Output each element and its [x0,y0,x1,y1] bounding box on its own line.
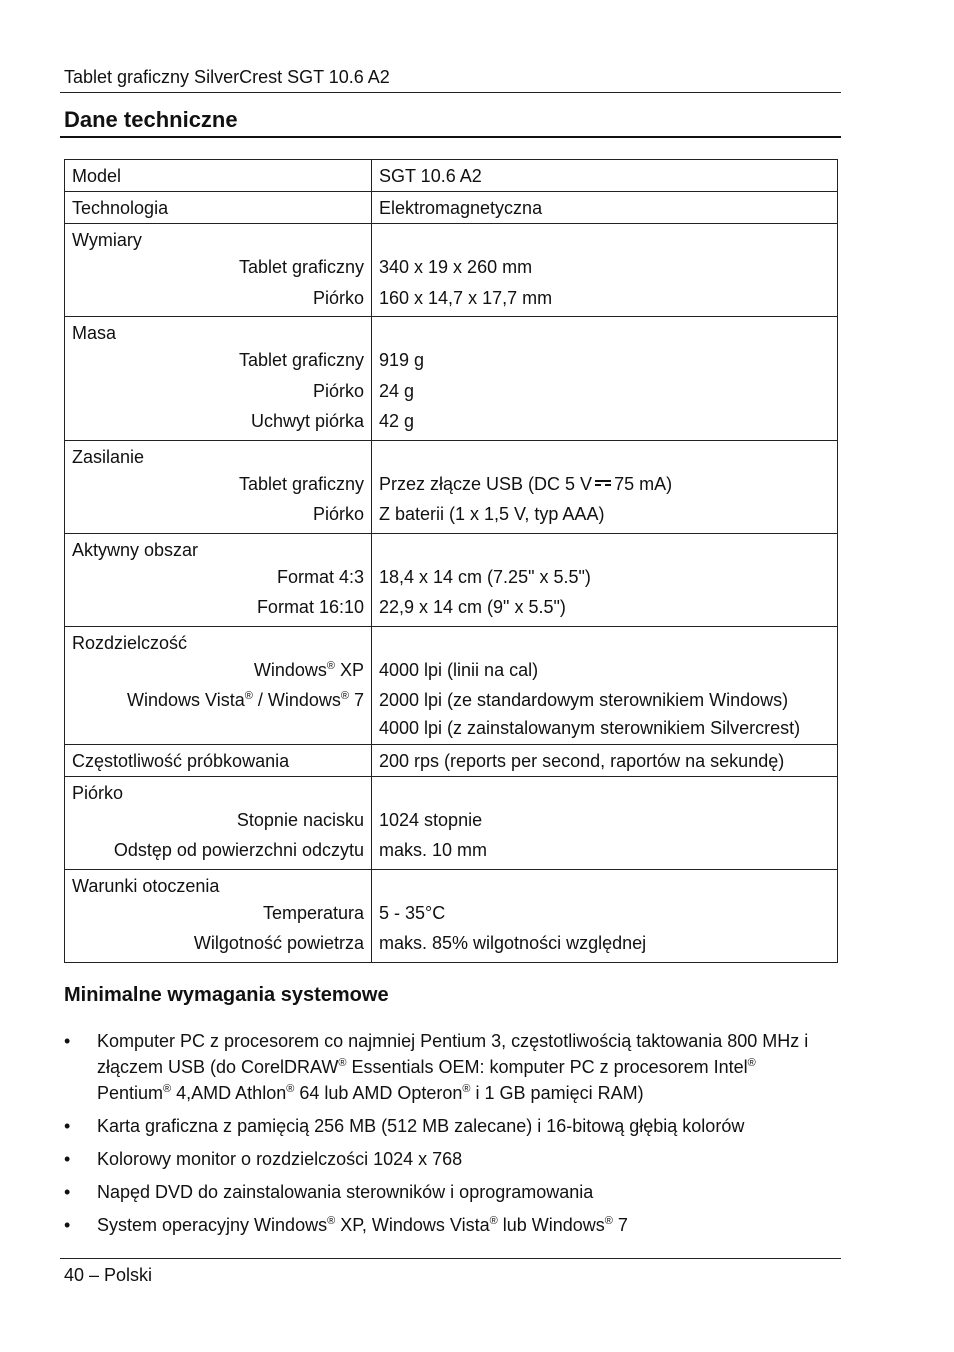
spec-sub-label: Tablet graficzny [238,257,364,277]
spec-label-cell [65,626,372,744]
page-footer: 40 – Polski [64,1265,153,1285]
table-row [65,744,838,776]
spec-value: 1024 stopnie [379,809,483,830]
spec-value: 160 x 14,7 x 17,7 mm [379,287,553,308]
spec-label: Technologia [72,198,169,218]
bullet-icon: • [64,1116,71,1136]
label-part: 7 [348,690,364,710]
spec-label-cell [65,317,372,441]
spec-value: 340 x 19 x 260 mm [379,257,533,277]
spec-sub-label: Temperatura [262,902,364,923]
spec-value-cell [372,160,838,192]
list-item [64,1179,824,1205]
spec-group-label: Masa [72,323,117,343]
label-part: / Windows [252,690,341,710]
registered-mark: ® [286,1083,295,1095]
spec-group-label: Wymiary [72,230,142,250]
table-row [65,317,838,441]
spec-value: SGT 10.6 A2 [379,166,482,186]
spec-sub-label: Tablet graficzny [238,350,364,370]
requirements-title: Minimalne wymagania systemowe [64,984,389,1006]
spec-value-cell [372,776,838,869]
page-header: Tablet graficzny SilverCrest SGT 10.6 A2 [64,67,390,87]
spec-value: Elektromagnetyczna [379,198,543,218]
label-part: Windows [253,659,327,680]
label-part: Windows Vista [127,690,245,710]
spec-sub-label: Odstęp od powierzchni odczytu [113,840,364,860]
spec-label-cell [65,440,372,533]
footer-divider [60,1258,841,1259]
item-text: Kolorowy monitor o rozdzielczości 1024 x 768 [97,1149,463,1169]
item-text: Pentium [97,1083,164,1103]
spec-label-cell [65,869,372,962]
spec-value-cell [372,626,838,744]
spec-group-label: Zasilanie [72,446,145,467]
registered-mark: ® [604,1215,613,1227]
spec-value: 18,4 x 14 cm (7.25" x 5.5") [379,566,591,587]
registered-mark: ® [338,1057,347,1069]
registered-mark: ® [244,690,253,702]
bullet-icon: • [64,1031,71,1051]
spec-value-cell [372,192,838,224]
item-text: Essentials OEM: komputer PC z procesorem Intel [346,1057,748,1077]
registered-mark: ® [163,1083,172,1095]
spec-label-cell [65,776,372,869]
spec-value-part: 75 mA) [614,473,673,494]
table-row [65,224,838,317]
spec-value [379,469,830,500]
spacer [379,445,830,469]
spec-value-cell [372,869,838,962]
dc-current-icon [595,478,611,488]
spec-sub-label: Wilgotność powietrza [193,933,364,953]
spec-value: 22,9 x 14 cm (9" x 5.5") [379,597,566,617]
list-item [64,1028,824,1106]
spec-value: 42 g [379,411,415,431]
bullet-icon: • [64,1182,71,1202]
registered-mark: ® [462,1083,471,1095]
spec-value: Z baterii (1 x 1,5 V, typ AAA) [379,504,605,524]
spec-sub-label: Uchwyt piórka [250,411,364,431]
spec-value: 4000 lpi (z zainstalowanym sterownikiem Silvercrest) [379,717,801,738]
label-part: XP [334,659,364,680]
spec-value: maks. 10 mm [379,840,488,860]
item-text: XP, Windows Vista [335,1215,490,1235]
spacer [379,781,830,805]
spec-sub-label: Tablet graficzny [238,473,364,494]
spec-value-cell [372,224,838,317]
spec-label-cell [65,533,372,626]
spec-value-part: Przez złącze USB (DC 5 V [379,473,593,494]
spec-group-label: Warunki otoczenia [72,875,220,896]
spec-label: Częstotliwość próbkowania [72,750,290,771]
bullet-icon: • [64,1149,71,1169]
list-item [64,1113,824,1139]
table-row [65,192,838,224]
spec-group-label: Aktywny obszar [72,539,199,560]
table-row [65,440,838,533]
spec-value: 5 - 35°C [379,902,446,923]
list-item [64,1212,824,1238]
spec-label-cell [65,160,372,192]
spec-value: 919 g [379,350,425,370]
spec-value: maks. 85% wilgotności względnej [379,933,647,953]
title-divider [60,136,841,138]
spec-sub-label [72,685,364,716]
spec-value: 2000 lpi (ze standardowym sterownikiem Windows) [379,690,789,710]
item-text: 7 [612,1215,628,1235]
spec-value: 200 rps (reports per second, raportów na sekundę) [379,750,785,771]
table-row [65,776,838,869]
spec-value-cell [372,744,838,776]
registered-mark: ® [747,1057,756,1069]
table-row [65,869,838,962]
spec-label-cell [65,192,372,224]
registered-mark: ® [326,659,335,672]
spec-group-label: Rozdzielczość [72,632,188,653]
registered-mark: ® [327,1215,336,1227]
spacer [379,538,830,562]
spec-table [64,159,838,963]
spec-value-cell [372,533,838,626]
item-text: 4,AMD Athlon [171,1083,287,1103]
spec-sub-label [72,655,364,686]
spec-sub-label: Format 4:3 [276,566,364,587]
item-text: lub Windows [497,1215,605,1235]
table-row [65,160,838,192]
item-text: Karta graficzna z pamięcią 256 MB (512 MB zalecane) i 16-bitową głębią kolorów [97,1116,745,1136]
spec-sub-label: Stopnie nacisku [236,809,364,830]
registered-mark: ® [340,690,349,702]
table-row [65,626,838,744]
item-text: System operacyjny Windows [97,1215,328,1235]
registered-mark: ® [489,1215,498,1227]
spec-sub-label: Format 16:10 [256,597,364,617]
list-item [64,1146,824,1172]
spacer [379,874,830,898]
spacer [379,321,830,345]
spec-sub-label: Piórko [312,287,364,308]
spec-label-cell [65,224,372,317]
table-row [65,533,838,626]
item-text: Komputer PC z procesorem co najmniej Pentium 3, częstotliwością taktowania 800 MHz i złączem USB (do CorelDRAW [97,1031,809,1077]
spec-sub-label: Piórko [312,504,364,524]
spec-group-label: Piórko [72,782,124,803]
spec-label: Model [72,166,122,186]
spec-value: 24 g [379,380,415,401]
requirements-list [64,1028,824,1245]
bullet-icon: • [64,1215,71,1235]
spacer [379,631,830,655]
spec-value-cell [372,440,838,533]
spec-sub-label: Piórko [312,380,364,401]
spec-label-cell [65,744,372,776]
spec-value: 4000 lpi (linii na cal) [379,659,539,680]
item-text: 64 lub AMD Opteron [294,1083,463,1103]
section-title: Dane techniczne [64,107,238,132]
spec-value-cell [372,317,838,441]
item-text: i 1 GB pamięci RAM) [470,1083,644,1103]
spacer [379,228,830,252]
item-text: Napęd DVD do zainstalowania sterowników i oprogramowania [97,1182,594,1202]
header-divider [60,92,841,93]
